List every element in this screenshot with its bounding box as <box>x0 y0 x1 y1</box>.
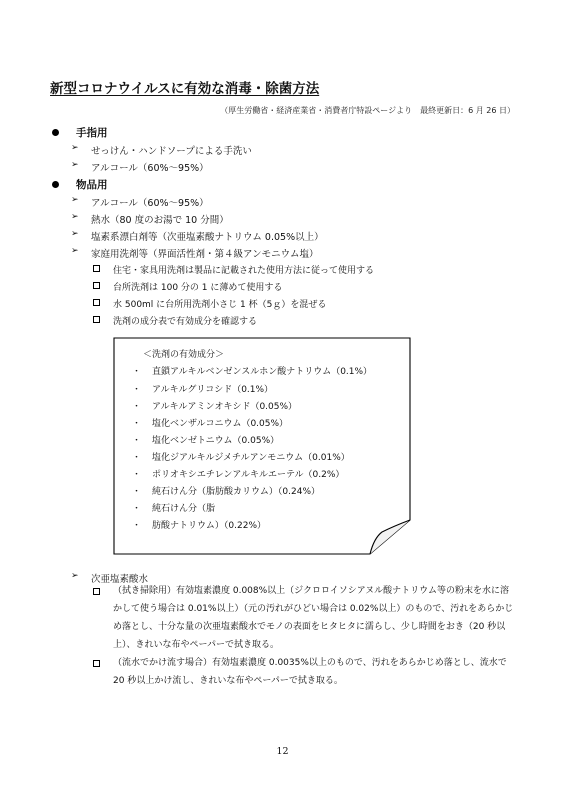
list-item: ➢ アルコール（60%～95%） <box>71 195 209 209</box>
list-item: ・ 塩化ベンゼトニウム（0.05%） <box>132 436 280 446</box>
note-heading: ＜洗剤の有効成分＞ <box>143 350 225 360</box>
list-item: ・ 純石けん分（脂 <box>132 504 216 514</box>
list-item: ・ 塩化ジアルキルジメチルアンモニウム（0.01%） <box>132 453 350 463</box>
list-item: ➢ アルコール（60%～95%） <box>71 160 209 174</box>
list-item: ・ アルキルグリコシド（0.1%） <box>132 385 274 395</box>
arrow-bullet-icon: ➢ <box>71 212 79 222</box>
checkbox-square-icon <box>93 316 100 323</box>
paragraph: （流水でかけ流す場合）有効塩素濃度 0.0035%以上のもので、汚れをあらかじめ落とし、流水で 20 秒以上かけ流し、きれいな布やペーパーで拭き取る。 <box>113 658 507 686</box>
bullet-dot-icon <box>52 181 59 188</box>
section-heading: 次亜塩素酸水 <box>91 574 149 585</box>
list-item: ・ アルキルアミンオキシド（0.05%） <box>132 402 298 412</box>
section-object <box>52 177 352 191</box>
arrow-bullet-icon: ➢ <box>71 571 79 581</box>
section-hand <box>52 125 352 139</box>
arrow-bullet-icon: ➢ <box>71 229 79 239</box>
bullet-dot-icon <box>52 129 59 136</box>
list-item: 住宅・家具用洗剤は製品に記載された使用方法に従って使用する <box>93 263 513 277</box>
arrow-bullet-icon: ➢ <box>71 143 79 153</box>
list-item: ・ 塩化ベンザルコニウム（0.05%） <box>132 419 289 429</box>
checkbox-square-icon <box>93 586 107 600</box>
section-heading: 物品用 <box>76 179 108 191</box>
checkbox-square-icon <box>93 658 107 672</box>
arrow-bullet-icon: ➢ <box>71 160 79 170</box>
checkbox-square-icon <box>93 282 100 289</box>
list-item: ➢ 熱水（80 度のお湯で 10 分間） <box>71 212 229 226</box>
list-item: ➢ せっけん・ハンドソープによる手洗い <box>71 143 252 157</box>
section-heading: 手指用 <box>76 127 108 139</box>
list-item: ➢ 塩素系漂白剤等（次亜塩素酸ナトリウム 0.05%以上） <box>71 229 324 243</box>
list-item: ・ 肪酸ナトリウム）（0.22%） <box>132 521 267 531</box>
checkbox-square-icon <box>93 265 100 272</box>
list-item: ➢ 家庭用洗剤等（界面活性剤・第４級アンモニウム塩） <box>71 246 319 260</box>
arrow-bullet-icon: ➢ <box>71 195 79 205</box>
list-item: ・ ポリオキシエチレンアルキルエーテル（0.2%） <box>132 470 345 480</box>
list-item: 洗剤の成分表で有効成分を確認する <box>93 314 513 328</box>
page-title: 新型コロナウイルスに有効な消毒・除菌方法 <box>50 81 320 97</box>
list-item: ・ 純石けん分（脂肪酸カリウム）（0.24%） <box>132 487 321 497</box>
list-item: 台所洗剤は 100 分の 1 に薄めて使用する <box>93 280 513 294</box>
source-note: （厚生労働省・経済産業省・消費者庁特設ページより 最終更新日：6 月 26 日） <box>220 106 515 115</box>
checkbox-square-icon <box>93 299 100 306</box>
list-item: ・ 直鎖アルキルベンゼンスルホン酸ナトリウム（0.1%） <box>132 367 373 377</box>
paragraph: （拭き掃除用）有効塩素濃度 0.008%以上（ジクロロイソシアヌル酸ナトリウム等の粉末を水に溶かして使う場合は 0.01%以上）（元の汚れがひどい場合は 0.02%以上）のもので、汚れをあらかじめ落とし、十分な量の次亜塩素酸水でモノの表面をヒタヒタに濡らし、少し時間をおき（20 秒以上）、きれいな布やペーパーで拭き取る。 <box>113 586 514 650</box>
page-number: 12 <box>276 746 289 757</box>
arrow-bullet-icon: ➢ <box>71 246 79 256</box>
list-item: 水 500ml に台所用洗剤小さじ 1 杯（5ｇ）を混ぜる <box>93 297 513 311</box>
